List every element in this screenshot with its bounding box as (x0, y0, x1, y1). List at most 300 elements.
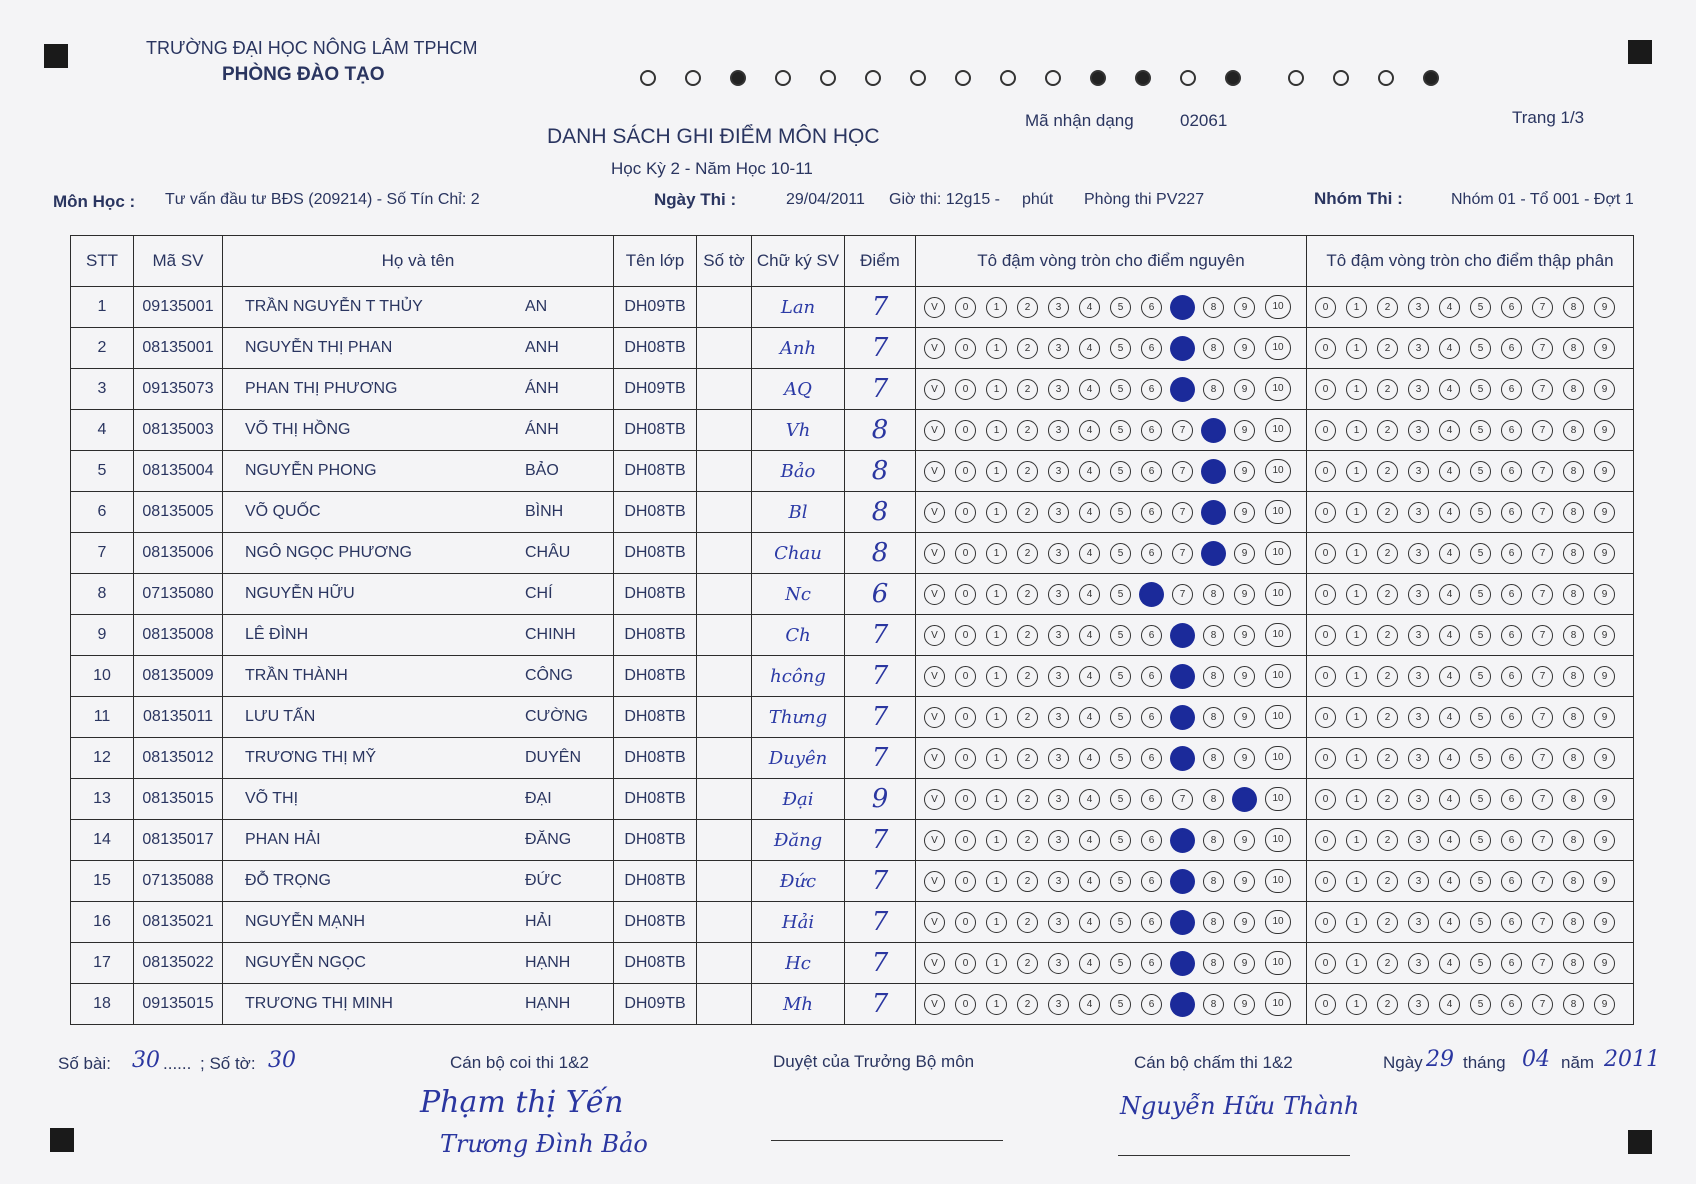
score-bubble[interactable]: 4 (1079, 666, 1100, 687)
score-bubble[interactable]: 2 (1017, 994, 1038, 1015)
score-bubble[interactable]: 4 (1079, 420, 1100, 441)
score-bubble[interactable]: 4 (1079, 912, 1100, 933)
score-bubble[interactable]: 0 (955, 543, 976, 564)
decimal-bubble[interactable]: 4 (1439, 420, 1460, 441)
score-bubble[interactable]: V (924, 707, 945, 728)
score-bubble[interactable]: 9 (1234, 297, 1255, 318)
score-bubble[interactable]: 0 (955, 379, 976, 400)
decimal-bubble[interactable]: 3 (1408, 461, 1429, 482)
decimal-bubble[interactable]: 4 (1439, 338, 1460, 359)
score-bubble[interactable]: 0 (955, 994, 976, 1015)
decimal-bubble[interactable]: 4 (1439, 912, 1460, 933)
score-bubble[interactable]: 0 (955, 707, 976, 728)
score-bubble[interactable]: 10 (1265, 828, 1291, 852)
decimal-bubble[interactable]: 6 (1501, 461, 1522, 482)
score-bubble[interactable]: 4 (1079, 543, 1100, 564)
score-bubble[interactable]: 0 (955, 625, 976, 646)
score-bubble[interactable]: 2 (1017, 830, 1038, 851)
score-bubble[interactable] (1234, 789, 1255, 810)
score-bubble[interactable]: 2 (1017, 748, 1038, 769)
score-bubble[interactable]: 0 (955, 584, 976, 605)
decimal-bubble[interactable]: 8 (1563, 502, 1584, 523)
decimal-bubble[interactable]: 3 (1408, 871, 1429, 892)
score-bubble[interactable]: 1 (986, 912, 1007, 933)
score-bubble[interactable]: 1 (986, 871, 1007, 892)
score-bubble[interactable]: 9 (1234, 338, 1255, 359)
decimal-bubble[interactable]: 8 (1563, 461, 1584, 482)
score-bubble[interactable]: 5 (1110, 707, 1131, 728)
score-bubble[interactable]: V (924, 994, 945, 1015)
score-bubble[interactable]: 6 (1141, 543, 1162, 564)
score-bubble[interactable]: 10 (1265, 295, 1291, 319)
score-bubble[interactable]: 9 (1234, 953, 1255, 974)
score-bubble[interactable]: 3 (1048, 871, 1069, 892)
decimal-bubble[interactable]: 8 (1563, 871, 1584, 892)
decimal-bubble[interactable]: 2 (1377, 953, 1398, 974)
score-bubble[interactable]: 9 (1234, 871, 1255, 892)
score-bubble[interactable]: 9 (1234, 666, 1255, 687)
decimal-bubble[interactable]: 7 (1532, 297, 1553, 318)
score-bubble[interactable]: V (924, 871, 945, 892)
decimal-bubble[interactable]: 0 (1315, 379, 1336, 400)
score-bubble[interactable]: 10 (1265, 582, 1291, 606)
score-bubble[interactable]: V (924, 338, 945, 359)
score-bubble[interactable]: 6 (1141, 953, 1162, 974)
decimal-bubble[interactable]: 2 (1377, 830, 1398, 851)
decimal-bubble[interactable]: 2 (1377, 748, 1398, 769)
decimal-bubble[interactable]: 5 (1470, 666, 1491, 687)
score-bubble[interactable]: 5 (1110, 666, 1131, 687)
decimal-bubble[interactable]: 0 (1315, 953, 1336, 974)
score-bubble[interactable]: 3 (1048, 707, 1069, 728)
score-bubble[interactable]: 7 (1172, 789, 1193, 810)
decimal-bubble[interactable]: 8 (1563, 830, 1584, 851)
score-bubble[interactable]: 4 (1079, 994, 1100, 1015)
decimal-bubble[interactable]: 0 (1315, 666, 1336, 687)
decimal-bubble[interactable]: 2 (1377, 297, 1398, 318)
score-bubble[interactable]: 1 (986, 666, 1007, 687)
decimal-bubble[interactable]: 5 (1470, 625, 1491, 646)
score-bubble[interactable]: 8 (1203, 338, 1224, 359)
decimal-bubble[interactable]: 7 (1532, 502, 1553, 523)
score-bubble[interactable] (1172, 830, 1193, 851)
decimal-bubble[interactable]: 5 (1470, 830, 1491, 851)
decimal-bubble[interactable]: 3 (1408, 420, 1429, 441)
score-bubble[interactable]: 0 (955, 953, 976, 974)
decimal-bubble[interactable]: 0 (1315, 461, 1336, 482)
score-bubble[interactable]: 3 (1048, 789, 1069, 810)
score-bubble[interactable]: 9 (1234, 543, 1255, 564)
decimal-bubble[interactable]: 4 (1439, 871, 1460, 892)
score-bubble[interactable]: 4 (1079, 871, 1100, 892)
score-bubble[interactable]: V (924, 789, 945, 810)
decimal-bubble[interactable]: 0 (1315, 871, 1336, 892)
score-bubble[interactable] (1172, 707, 1193, 728)
score-bubble[interactable]: 5 (1110, 871, 1131, 892)
score-bubble[interactable]: 3 (1048, 502, 1069, 523)
score-bubble[interactable]: 6 (1141, 707, 1162, 728)
score-bubble[interactable]: 8 (1203, 912, 1224, 933)
decimal-bubble[interactable]: 8 (1563, 338, 1584, 359)
decimal-bubble[interactable]: 3 (1408, 625, 1429, 646)
score-bubble[interactable] (1141, 584, 1162, 605)
score-bubble[interactable]: 10 (1265, 951, 1291, 975)
score-bubble[interactable]: 2 (1017, 625, 1038, 646)
score-bubble[interactable]: 0 (955, 461, 976, 482)
decimal-bubble[interactable]: 1 (1346, 584, 1367, 605)
score-bubble[interactable]: 5 (1110, 953, 1131, 974)
decimal-bubble[interactable]: 2 (1377, 584, 1398, 605)
score-bubble[interactable]: 4 (1079, 789, 1100, 810)
score-bubble[interactable]: 2 (1017, 420, 1038, 441)
decimal-bubble[interactable]: 2 (1377, 461, 1398, 482)
score-bubble[interactable]: 10 (1265, 705, 1291, 729)
decimal-bubble[interactable]: 9 (1594, 297, 1615, 318)
score-bubble[interactable]: 3 (1048, 666, 1069, 687)
decimal-bubble[interactable]: 2 (1377, 625, 1398, 646)
decimal-bubble[interactable]: 8 (1563, 379, 1584, 400)
decimal-bubble[interactable]: 8 (1563, 789, 1584, 810)
decimal-bubble[interactable]: 3 (1408, 543, 1429, 564)
decimal-bubble[interactable]: 7 (1532, 461, 1553, 482)
decimal-bubble[interactable]: 5 (1470, 871, 1491, 892)
decimal-bubble[interactable]: 5 (1470, 789, 1491, 810)
score-bubble[interactable]: 3 (1048, 625, 1069, 646)
decimal-bubble[interactable]: 1 (1346, 461, 1367, 482)
decimal-bubble[interactable]: 9 (1594, 379, 1615, 400)
decimal-bubble[interactable]: 1 (1346, 953, 1367, 974)
score-bubble[interactable]: 3 (1048, 748, 1069, 769)
decimal-bubble[interactable]: 3 (1408, 338, 1429, 359)
decimal-bubble[interactable]: 2 (1377, 502, 1398, 523)
score-bubble[interactable] (1172, 625, 1193, 646)
score-bubble[interactable]: 2 (1017, 338, 1038, 359)
decimal-bubble[interactable]: 4 (1439, 666, 1460, 687)
score-bubble[interactable]: 6 (1141, 338, 1162, 359)
score-bubble[interactable]: 1 (986, 953, 1007, 974)
score-bubble[interactable]: 1 (986, 830, 1007, 851)
score-bubble[interactable]: 8 (1203, 830, 1224, 851)
score-bubble[interactable]: V (924, 830, 945, 851)
decimal-bubble[interactable]: 0 (1315, 584, 1336, 605)
decimal-bubble[interactable]: 5 (1470, 912, 1491, 933)
decimal-bubble[interactable]: 1 (1346, 830, 1367, 851)
score-bubble[interactable]: 4 (1079, 707, 1100, 728)
score-bubble[interactable]: 7 (1172, 502, 1193, 523)
score-bubble[interactable]: 8 (1203, 584, 1224, 605)
score-bubble[interactable]: 8 (1203, 666, 1224, 687)
decimal-bubble[interactable]: 3 (1408, 748, 1429, 769)
score-bubble[interactable]: 9 (1234, 830, 1255, 851)
decimal-bubble[interactable]: 3 (1408, 379, 1429, 400)
decimal-bubble[interactable]: 3 (1408, 502, 1429, 523)
decimal-bubble[interactable]: 9 (1594, 789, 1615, 810)
decimal-bubble[interactable]: 9 (1594, 994, 1615, 1015)
decimal-bubble[interactable]: 6 (1501, 420, 1522, 441)
score-bubble[interactable] (1172, 953, 1193, 974)
decimal-bubble[interactable]: 7 (1532, 789, 1553, 810)
score-bubble[interactable]: 0 (955, 912, 976, 933)
score-bubble[interactable]: 1 (986, 994, 1007, 1015)
decimal-bubble[interactable]: 0 (1315, 994, 1336, 1015)
score-bubble[interactable] (1172, 379, 1193, 400)
score-bubble[interactable]: 6 (1141, 912, 1162, 933)
score-bubble[interactable]: 6 (1141, 748, 1162, 769)
decimal-bubble[interactable]: 9 (1594, 953, 1615, 974)
decimal-bubble[interactable]: 7 (1532, 379, 1553, 400)
decimal-bubble[interactable]: 8 (1563, 584, 1584, 605)
score-bubble[interactable]: 1 (986, 379, 1007, 400)
score-bubble[interactable]: V (924, 543, 945, 564)
score-bubble[interactable]: 10 (1265, 459, 1291, 483)
decimal-bubble[interactable]: 6 (1501, 707, 1522, 728)
decimal-bubble[interactable]: 1 (1346, 420, 1367, 441)
decimal-bubble[interactable]: 2 (1377, 994, 1398, 1015)
score-bubble[interactable]: 2 (1017, 502, 1038, 523)
score-bubble[interactable]: 9 (1234, 461, 1255, 482)
score-bubble[interactable] (1172, 748, 1193, 769)
decimal-bubble[interactable]: 2 (1377, 338, 1398, 359)
score-bubble[interactable]: 10 (1265, 623, 1291, 647)
decimal-bubble[interactable]: 5 (1470, 379, 1491, 400)
score-bubble[interactable]: V (924, 584, 945, 605)
score-bubble[interactable]: 7 (1172, 461, 1193, 482)
decimal-bubble[interactable]: 6 (1501, 502, 1522, 523)
decimal-bubble[interactable]: 8 (1563, 953, 1584, 974)
decimal-bubble[interactable]: 2 (1377, 420, 1398, 441)
score-bubble[interactable]: 9 (1234, 994, 1255, 1015)
score-bubble[interactable]: 5 (1110, 994, 1131, 1015)
score-bubble[interactable]: 2 (1017, 379, 1038, 400)
score-bubble[interactable]: 0 (955, 748, 976, 769)
score-bubble[interactable]: 0 (955, 871, 976, 892)
score-bubble[interactable]: 0 (955, 420, 976, 441)
score-bubble[interactable]: 3 (1048, 420, 1069, 441)
decimal-bubble[interactable]: 7 (1532, 830, 1553, 851)
decimal-bubble[interactable]: 0 (1315, 748, 1336, 769)
score-bubble[interactable]: 5 (1110, 789, 1131, 810)
decimal-bubble[interactable]: 4 (1439, 953, 1460, 974)
score-bubble[interactable]: 3 (1048, 953, 1069, 974)
score-bubble[interactable]: V (924, 297, 945, 318)
score-bubble[interactable]: 5 (1110, 379, 1131, 400)
score-bubble[interactable]: 5 (1110, 502, 1131, 523)
decimal-bubble[interactable]: 5 (1470, 994, 1491, 1015)
score-bubble[interactable]: 4 (1079, 338, 1100, 359)
score-bubble[interactable]: 3 (1048, 830, 1069, 851)
score-bubble[interactable]: 9 (1234, 912, 1255, 933)
decimal-bubble[interactable]: 1 (1346, 994, 1367, 1015)
score-bubble[interactable]: 0 (955, 502, 976, 523)
score-bubble[interactable]: 5 (1110, 625, 1131, 646)
decimal-bubble[interactable]: 1 (1346, 789, 1367, 810)
decimal-bubble[interactable]: 5 (1470, 707, 1491, 728)
decimal-bubble[interactable]: 5 (1470, 953, 1491, 974)
decimal-bubble[interactable]: 7 (1532, 748, 1553, 769)
score-bubble[interactable]: 10 (1265, 418, 1291, 442)
score-bubble[interactable]: 4 (1079, 625, 1100, 646)
score-bubble[interactable]: V (924, 625, 945, 646)
decimal-bubble[interactable]: 1 (1346, 502, 1367, 523)
score-bubble[interactable]: 0 (955, 830, 976, 851)
score-bubble[interactable]: 5 (1110, 461, 1131, 482)
decimal-bubble[interactable]: 2 (1377, 789, 1398, 810)
score-bubble[interactable]: 5 (1110, 912, 1131, 933)
decimal-bubble[interactable]: 9 (1594, 420, 1615, 441)
decimal-bubble[interactable]: 2 (1377, 543, 1398, 564)
decimal-bubble[interactable]: 7 (1532, 953, 1553, 974)
score-bubble[interactable]: 1 (986, 748, 1007, 769)
decimal-bubble[interactable]: 9 (1594, 707, 1615, 728)
score-bubble[interactable]: 1 (986, 502, 1007, 523)
decimal-bubble[interactable]: 3 (1408, 297, 1429, 318)
score-bubble[interactable]: 1 (986, 789, 1007, 810)
decimal-bubble[interactable]: 7 (1532, 666, 1553, 687)
decimal-bubble[interactable]: 9 (1594, 830, 1615, 851)
decimal-bubble[interactable]: 7 (1532, 994, 1553, 1015)
score-bubble[interactable]: 9 (1234, 379, 1255, 400)
decimal-bubble[interactable]: 6 (1501, 543, 1522, 564)
decimal-bubble[interactable]: 6 (1501, 830, 1522, 851)
decimal-bubble[interactable]: 1 (1346, 338, 1367, 359)
decimal-bubble[interactable]: 4 (1439, 584, 1460, 605)
score-bubble[interactable]: 7 (1172, 584, 1193, 605)
decimal-bubble[interactable]: 7 (1532, 338, 1553, 359)
score-bubble[interactable]: 6 (1141, 420, 1162, 441)
score-bubble[interactable]: 6 (1141, 297, 1162, 318)
score-bubble[interactable]: V (924, 379, 945, 400)
decimal-bubble[interactable]: 3 (1408, 830, 1429, 851)
decimal-bubble[interactable]: 3 (1408, 789, 1429, 810)
score-bubble[interactable]: V (924, 912, 945, 933)
score-bubble[interactable]: 1 (986, 297, 1007, 318)
decimal-bubble[interactable]: 3 (1408, 707, 1429, 728)
score-bubble[interactable]: 3 (1048, 461, 1069, 482)
score-bubble[interactable]: 9 (1234, 584, 1255, 605)
decimal-bubble[interactable]: 8 (1563, 297, 1584, 318)
score-bubble[interactable]: 6 (1141, 871, 1162, 892)
score-bubble[interactable]: 8 (1203, 748, 1224, 769)
decimal-bubble[interactable]: 0 (1315, 625, 1336, 646)
score-bubble[interactable]: 0 (955, 338, 976, 359)
decimal-bubble[interactable]: 7 (1532, 912, 1553, 933)
score-bubble[interactable]: 6 (1141, 461, 1162, 482)
score-bubble[interactable]: V (924, 420, 945, 441)
score-bubble[interactable]: 9 (1234, 707, 1255, 728)
score-bubble[interactable]: 8 (1203, 625, 1224, 646)
decimal-bubble[interactable]: 1 (1346, 625, 1367, 646)
decimal-bubble[interactable]: 7 (1532, 420, 1553, 441)
decimal-bubble[interactable]: 5 (1470, 584, 1491, 605)
decimal-bubble[interactable]: 4 (1439, 379, 1460, 400)
decimal-bubble[interactable]: 6 (1501, 379, 1522, 400)
score-bubble[interactable]: 7 (1172, 420, 1193, 441)
score-bubble[interactable]: 4 (1079, 748, 1100, 769)
score-bubble[interactable]: V (924, 748, 945, 769)
decimal-bubble[interactable]: 5 (1470, 461, 1491, 482)
score-bubble[interactable]: 6 (1141, 625, 1162, 646)
score-bubble[interactable]: 6 (1141, 830, 1162, 851)
score-bubble[interactable]: 10 (1265, 787, 1291, 811)
decimal-bubble[interactable]: 8 (1563, 543, 1584, 564)
score-bubble[interactable]: 6 (1141, 379, 1162, 400)
decimal-bubble[interactable]: 5 (1470, 543, 1491, 564)
decimal-bubble[interactable]: 4 (1439, 994, 1460, 1015)
score-bubble[interactable]: 8 (1203, 297, 1224, 318)
decimal-bubble[interactable]: 1 (1346, 379, 1367, 400)
decimal-bubble[interactable]: 1 (1346, 912, 1367, 933)
decimal-bubble[interactable]: 4 (1439, 748, 1460, 769)
score-bubble[interactable]: 4 (1079, 297, 1100, 318)
decimal-bubble[interactable]: 4 (1439, 830, 1460, 851)
score-bubble[interactable]: 2 (1017, 871, 1038, 892)
decimal-bubble[interactable]: 0 (1315, 338, 1336, 359)
score-bubble[interactable]: 1 (986, 707, 1007, 728)
score-bubble[interactable]: V (924, 953, 945, 974)
score-bubble[interactable]: 10 (1265, 746, 1291, 770)
decimal-bubble[interactable]: 7 (1532, 707, 1553, 728)
score-bubble[interactable]: 1 (986, 461, 1007, 482)
score-bubble[interactable]: 3 (1048, 994, 1069, 1015)
score-bubble[interactable]: 4 (1079, 461, 1100, 482)
decimal-bubble[interactable]: 0 (1315, 420, 1336, 441)
decimal-bubble[interactable]: 4 (1439, 789, 1460, 810)
decimal-bubble[interactable]: 1 (1346, 871, 1367, 892)
decimal-bubble[interactable]: 2 (1377, 666, 1398, 687)
decimal-bubble[interactable]: 4 (1439, 707, 1460, 728)
decimal-bubble[interactable]: 7 (1532, 625, 1553, 646)
score-bubble[interactable]: V (924, 502, 945, 523)
score-bubble[interactable]: 2 (1017, 584, 1038, 605)
score-bubble[interactable]: 5 (1110, 830, 1131, 851)
decimal-bubble[interactable]: 0 (1315, 789, 1336, 810)
decimal-bubble[interactable]: 5 (1470, 748, 1491, 769)
decimal-bubble[interactable]: 6 (1501, 584, 1522, 605)
score-bubble[interactable]: 4 (1079, 502, 1100, 523)
decimal-bubble[interactable]: 2 (1377, 912, 1398, 933)
decimal-bubble[interactable]: 0 (1315, 502, 1336, 523)
decimal-bubble[interactable]: 2 (1377, 707, 1398, 728)
decimal-bubble[interactable]: 7 (1532, 543, 1553, 564)
score-bubble[interactable]: 10 (1265, 336, 1291, 360)
decimal-bubble[interactable]: 9 (1594, 748, 1615, 769)
score-bubble[interactable] (1203, 543, 1224, 564)
score-bubble[interactable]: 8 (1203, 871, 1224, 892)
decimal-bubble[interactable]: 9 (1594, 338, 1615, 359)
score-bubble[interactable]: 8 (1203, 789, 1224, 810)
decimal-bubble[interactable]: 3 (1408, 666, 1429, 687)
decimal-bubble[interactable]: 6 (1501, 666, 1522, 687)
score-bubble[interactable]: 2 (1017, 789, 1038, 810)
score-bubble[interactable] (1172, 297, 1193, 318)
decimal-bubble[interactable]: 3 (1408, 953, 1429, 974)
decimal-bubble[interactable]: 6 (1501, 748, 1522, 769)
score-bubble[interactable]: 1 (986, 543, 1007, 564)
score-bubble[interactable]: 3 (1048, 297, 1069, 318)
decimal-bubble[interactable]: 8 (1563, 994, 1584, 1015)
score-bubble[interactable]: 5 (1110, 584, 1131, 605)
decimal-bubble[interactable]: 0 (1315, 297, 1336, 318)
score-bubble[interactable]: 8 (1203, 707, 1224, 728)
score-bubble[interactable]: 3 (1048, 379, 1069, 400)
score-bubble[interactable]: 1 (986, 584, 1007, 605)
score-bubble[interactable]: 7 (1172, 543, 1193, 564)
decimal-bubble[interactable]: 3 (1408, 584, 1429, 605)
decimal-bubble[interactable]: 2 (1377, 871, 1398, 892)
score-bubble[interactable]: 9 (1234, 420, 1255, 441)
score-bubble[interactable]: 9 (1234, 625, 1255, 646)
score-bubble[interactable]: 6 (1141, 666, 1162, 687)
